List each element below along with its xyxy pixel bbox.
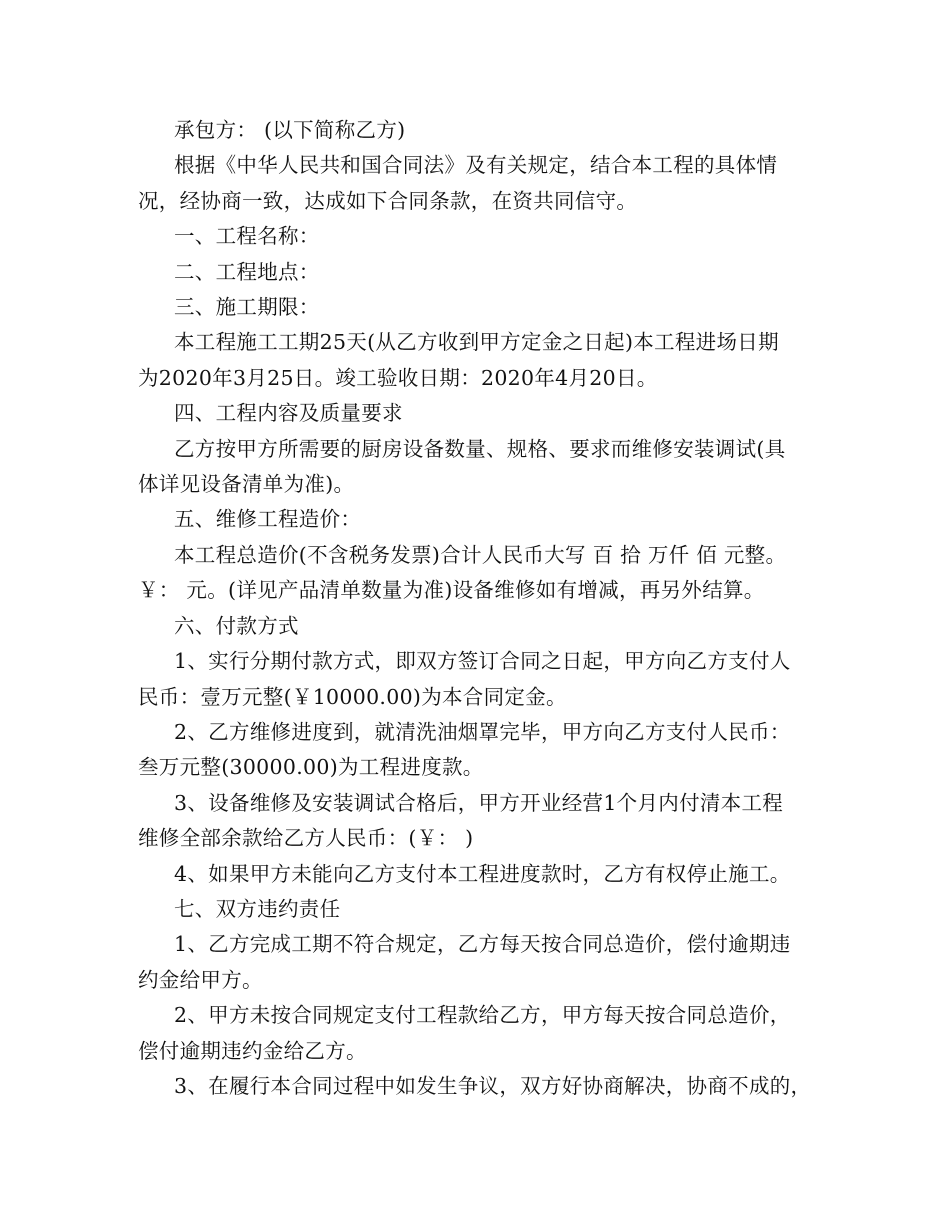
text-line: ￥： 元。(详见产品清单数量为准)设备维修如有增减，再另外结算。 [138,578,765,603]
text-line: 2、甲方未按合同规定支付工程款给乙方，甲方每天按合同总造价， [174,1003,791,1028]
section-heading: 五、维修工程造价： [174,507,362,532]
text-line: 况，经协商一致，达成如下合同条款，在资共同信守。 [138,188,638,213]
text-line: 承包方： (以下简称乙方) [174,118,406,142]
text-line: 乙方按甲方所需要的厨房设备数量、规格、要求而维修安装调试(具 [174,436,786,461]
text-line: 2、乙方维修进度到，就清洗油烟罩完毕，甲方向乙方支付人民币： [174,719,791,744]
text-line: 偿付逾期违约金给乙方。 [138,1038,367,1063]
section-heading: 七、双方违约责任 [174,896,341,921]
document-page [138,113,828,1104]
text-line: 维修全部余款给乙方人民币：(￥： ) [138,826,474,851]
text-line: 为2020年3月25日。竣工验收日期：2020年4月20日。 [138,365,658,390]
section-heading: 六、付款方式 [174,613,299,638]
text-line: 民币：壹万元整(￥10000.00)为本合同定金。 [138,684,567,709]
text-line: 1、实行分期付款方式，即双方签订合同之日起，甲方向乙方支付人 [174,649,791,674]
text-line: 4、如果甲方未能向乙方支付本工程进度款时，乙方有权停止施工。 [174,861,791,886]
text-line: 本工程施工工期25天(从乙方收到甲方定金之日起)本工程进场日期 [174,330,779,355]
text-line: 3、设备维修及安装调试合格后，甲方开业经营1个月内付清本工程 [174,790,784,815]
text-line: 1、乙方完成工期不符合规定，乙方每天按合同总造价，偿付逾期违 [174,932,791,957]
section-heading: 一、工程名称： [174,224,320,249]
section-heading: 三、施工期限： [174,295,320,320]
text-line: 体详见设备清单为准)。 [138,472,355,497]
section-heading: 四、工程内容及质量要求 [174,401,403,426]
text-line: 叁万元整(30000.00)为工程进度款。 [138,755,484,780]
text-line: 根据《中华人民共和国合同法》及有关规定，结合本工程的具体情 [174,153,778,178]
section-heading: 二、工程地点： [174,259,320,284]
text-line: 本工程总造价(不含税务发票)合计人民币大写 百 拾 万仟 佰 元整。 [174,542,787,567]
text-line: 3、在履行本合同过程中如发生争议，双方好协商解决，协商不成的， [174,1073,812,1098]
text-line: 约金给甲方。 [138,967,263,992]
